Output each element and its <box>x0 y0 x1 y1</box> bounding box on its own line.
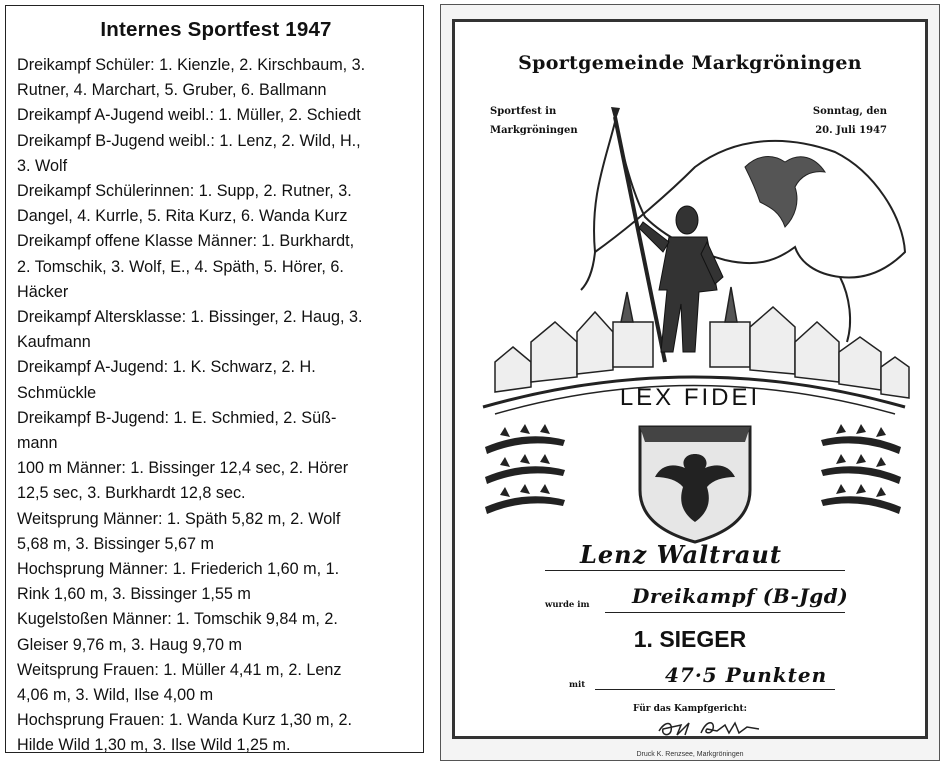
result-line: 12,5 sec, 3. Burkhardt 12,8 sec. <box>17 484 246 503</box>
result-line: Dangel, 4. Kurrle, 5. Rita Kurz, 6. Wanda Kurz <box>17 207 348 226</box>
event-place-line1: Sportfest in <box>490 106 557 117</box>
certificate-scan <box>440 4 940 761</box>
result-line: Dreikampf offene Klasse Männer: 1. Burkhardt, <box>17 232 355 251</box>
name-underline <box>545 570 845 571</box>
result-line: Dreikampf B-Jugend weibl.: 1. Lenz, 2. Wild, H., <box>17 131 361 150</box>
result-line: Dreikampf Schüler: 1. Kienzle, 2. Kirschbaum, 3. <box>17 56 366 74</box>
result-line: Rutner, 4. Marchart, 5. Gruber, 6. Ballmann <box>17 81 327 100</box>
antlers-left-icon <box>485 424 565 514</box>
discipline-underline <box>605 612 845 613</box>
mit-label: mit <box>569 680 586 690</box>
event-place-line2: Markgröningen <box>490 125 578 136</box>
result-line: Dreikampf Schülerinnen: 1. Supp, 2. Rutner, 3. <box>17 182 352 201</box>
result-line: Schmückle <box>17 383 97 402</box>
event-place <box>490 102 578 140</box>
points-underline <box>595 689 835 690</box>
results-title: Internes Sportfest 1947 <box>100 18 332 41</box>
printer-credit: Druck K. Renzsee, Markgröningen <box>636 751 744 758</box>
result-line: 5,68 m, 3. Bissinger 5,67 m <box>17 534 215 553</box>
result-line: Häcker <box>17 282 69 301</box>
event-date <box>813 102 887 140</box>
result-line: Dreikampf A-Jugend weibl.: 1. Müller, 2. Schiedt <box>17 106 361 125</box>
result-line: 3. Wolf <box>17 156 68 175</box>
result-line: 100 m Männer: 1. Bissinger 12,4 sec, 2. Hörer <box>17 459 349 478</box>
result-line: Hochsprung Frauen: 1. Wanda Kurz 1,30 m, 2. <box>17 711 353 730</box>
antlers-right-icon <box>821 424 901 514</box>
judge-signature <box>655 717 765 743</box>
certificate-frame <box>452 19 928 739</box>
result-line: mann <box>17 434 58 453</box>
discipline: Dreikampf (B-Jgd) <box>632 584 849 608</box>
result-line: Rink 1,60 m, 3. Bissinger 1,55 m <box>17 585 251 604</box>
town-skyline <box>495 287 909 398</box>
judges-label: Für das Kampfgericht: <box>633 704 747 714</box>
event-date-line1: Sonntag, den <box>812 106 887 117</box>
result-line: Hilde Wild 1,30 m, 3. Ilse Wild 1,25 m. <box>17 736 291 755</box>
wurde-label: wurde im <box>545 600 590 610</box>
result-line: Kugelstoßen Männer: 1. Tomschik 9,84 m, 2. <box>17 610 338 629</box>
result-line: Hochsprung Männer: 1. Friederich 1,60 m, 1. <box>17 560 340 579</box>
club-name: Sportgemeinde Markgröningen <box>518 52 862 74</box>
motto-text: LEX FIDEI <box>619 384 761 411</box>
result-line: Dreikampf A-Jugend: 1. K. Schwarz, 2. H. <box>17 358 316 377</box>
result-line: Weitsprung Männer: 1. Späth 5,82 m, 2. Wolf <box>17 509 341 528</box>
result-line: Dreikampf Altersklasse: 1. Bissinger, 2. Haug, 3. <box>17 308 363 327</box>
event-date-line2: 20. Juli 1947 <box>815 125 887 136</box>
points: 47·5 Punkten <box>665 663 828 687</box>
result-line: Weitsprung Frauen: 1. Müller 4,41 m, 2. Lenz <box>17 660 342 679</box>
result-line: 2. Tomschik, 3. Wolf, E., 4. Späth, 5. Hörer, 6. <box>17 257 344 276</box>
result-line: Dreikampf B-Jugend: 1. E. Schmied, 2. Süß- <box>17 408 337 427</box>
result-line: 4,06 m, 3. Wild, Ilse 4,00 m <box>17 686 214 705</box>
coat-of-arms-icon <box>640 427 750 542</box>
winner-name: Lenz Waltraut <box>580 540 782 569</box>
result-line: Kaufmann <box>17 333 91 352</box>
award-title: 1. SIEGER <box>633 626 747 652</box>
results-list <box>17 53 415 759</box>
result-line: Gleiser 9,76 m, 3. Haug 9,70 m <box>17 635 242 654</box>
results-panel <box>5 5 424 753</box>
